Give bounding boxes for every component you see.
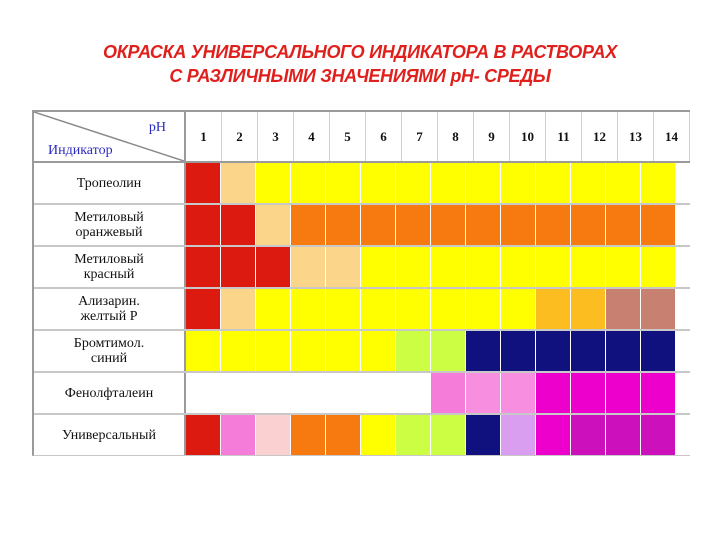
color-cell bbox=[326, 247, 361, 287]
ph-value-header: 10 bbox=[510, 112, 546, 161]
color-cell bbox=[606, 205, 641, 245]
ph-axis-label: рН bbox=[148, 120, 166, 135]
color-cell bbox=[291, 205, 326, 245]
color-cell bbox=[396, 415, 431, 455]
color-cell bbox=[641, 373, 676, 413]
color-cell bbox=[501, 205, 536, 245]
indicator-name: Метиловый оранжевый bbox=[34, 205, 186, 245]
color-cell bbox=[466, 163, 501, 203]
color-cell bbox=[361, 289, 396, 329]
color-cell bbox=[186, 205, 221, 245]
color-cell bbox=[641, 415, 676, 455]
color-cell bbox=[291, 163, 326, 203]
ph-value-header: 2 bbox=[222, 112, 258, 161]
color-cell bbox=[326, 205, 361, 245]
color-cell bbox=[256, 205, 291, 245]
color-cell bbox=[221, 331, 256, 371]
table-row bbox=[34, 163, 690, 205]
color-cell bbox=[571, 247, 606, 287]
color-cell bbox=[291, 373, 326, 413]
table-row bbox=[34, 205, 690, 247]
color-cell bbox=[256, 373, 291, 413]
color-cell bbox=[571, 205, 606, 245]
color-cell bbox=[501, 331, 536, 371]
table-header-row bbox=[34, 112, 690, 163]
color-cell bbox=[326, 289, 361, 329]
title-line-2: С РАЗЛИЧНЫМИ ЗНАЧЕНИЯМИ рН- СРЕДЫ bbox=[169, 66, 551, 86]
color-cell bbox=[291, 415, 326, 455]
color-cell bbox=[186, 331, 221, 371]
color-cell bbox=[466, 205, 501, 245]
ph-value-header: 5 bbox=[330, 112, 366, 161]
indicator-name: Бромтимол. синий bbox=[34, 331, 186, 371]
color-cell bbox=[641, 205, 676, 245]
ph-value-header: 4 bbox=[294, 112, 330, 161]
indicator-name: Фенолфталеин bbox=[34, 373, 186, 413]
color-cell bbox=[256, 415, 291, 455]
ph-value-header: 3 bbox=[258, 112, 294, 161]
indicator-axis-label: Индикатор bbox=[48, 143, 113, 158]
color-cell bbox=[431, 415, 466, 455]
color-cell bbox=[361, 247, 396, 287]
ph-value-header: 8 bbox=[438, 112, 474, 161]
color-cell bbox=[501, 373, 536, 413]
indicator-name: Универсальный bbox=[34, 415, 186, 455]
indicator-name: Метиловый красный bbox=[34, 247, 186, 287]
color-cell bbox=[396, 289, 431, 329]
color-cell bbox=[396, 163, 431, 203]
color-cell bbox=[291, 247, 326, 287]
ph-value-header: 12 bbox=[582, 112, 618, 161]
table-row bbox=[34, 415, 690, 455]
color-cell bbox=[606, 163, 641, 203]
color-cell bbox=[256, 331, 291, 371]
color-cell bbox=[431, 289, 466, 329]
color-cell bbox=[256, 289, 291, 329]
color-cell bbox=[501, 247, 536, 287]
color-cell bbox=[396, 205, 431, 245]
color-cell bbox=[466, 331, 501, 371]
color-cell bbox=[186, 415, 221, 455]
color-cell bbox=[361, 373, 396, 413]
indicator-name: Ализарин. желтый Р bbox=[34, 289, 186, 329]
color-cell bbox=[571, 373, 606, 413]
ph-value-header: 13 bbox=[618, 112, 654, 161]
color-cell bbox=[256, 163, 291, 203]
color-cell bbox=[431, 163, 466, 203]
color-cell bbox=[536, 247, 571, 287]
color-cell bbox=[326, 331, 361, 371]
color-cell bbox=[361, 205, 396, 245]
ph-value-header: 6 bbox=[366, 112, 402, 161]
color-cell bbox=[361, 331, 396, 371]
color-cell bbox=[606, 373, 641, 413]
color-cell bbox=[221, 163, 256, 203]
color-cell bbox=[221, 247, 256, 287]
color-cell bbox=[606, 247, 641, 287]
color-cell bbox=[221, 289, 256, 329]
ph-value-header: 11 bbox=[546, 112, 582, 161]
color-cell bbox=[431, 205, 466, 245]
color-cell bbox=[396, 247, 431, 287]
title-line-1: ОКРАСКА УНИВЕРСАЛЬНОГО ИНДИКАТОРА В РАСТВОРАХ bbox=[103, 42, 617, 62]
color-cell bbox=[641, 331, 676, 371]
color-cell bbox=[606, 289, 641, 329]
color-cell bbox=[431, 373, 466, 413]
ph-indicator-table bbox=[32, 110, 690, 456]
color-cell bbox=[326, 415, 361, 455]
color-cell bbox=[186, 373, 221, 413]
color-cell bbox=[291, 331, 326, 371]
table-row bbox=[34, 373, 690, 415]
page-title bbox=[60, 40, 660, 88]
ph-value-header: 7 bbox=[402, 112, 438, 161]
color-cell bbox=[221, 205, 256, 245]
color-cell bbox=[536, 205, 571, 245]
table-row bbox=[34, 289, 690, 331]
color-cell bbox=[571, 331, 606, 371]
color-cell bbox=[571, 163, 606, 203]
color-cell bbox=[186, 289, 221, 329]
table-row bbox=[34, 331, 690, 373]
color-cell bbox=[641, 247, 676, 287]
color-cell bbox=[326, 373, 361, 413]
color-cell bbox=[571, 415, 606, 455]
indicator-name: Тропеолин bbox=[34, 163, 186, 203]
color-cell bbox=[186, 163, 221, 203]
color-cell bbox=[641, 163, 676, 203]
color-cell bbox=[536, 289, 571, 329]
color-cell bbox=[466, 289, 501, 329]
ph-value-header: 9 bbox=[474, 112, 510, 161]
color-cell bbox=[361, 415, 396, 455]
color-cell bbox=[466, 247, 501, 287]
header-corner-cell bbox=[34, 112, 186, 161]
ph-value-header: 1 bbox=[186, 112, 222, 161]
ph-value-header: 14 bbox=[654, 112, 690, 161]
color-cell bbox=[606, 331, 641, 371]
color-cell bbox=[501, 289, 536, 329]
color-cell bbox=[221, 415, 256, 455]
color-cell bbox=[571, 289, 606, 329]
color-cell bbox=[221, 373, 256, 413]
color-cell bbox=[536, 163, 571, 203]
color-cell bbox=[256, 247, 291, 287]
color-cell bbox=[431, 331, 466, 371]
table-row bbox=[34, 247, 690, 289]
color-cell bbox=[536, 415, 571, 455]
color-cell bbox=[466, 373, 501, 413]
color-cell bbox=[606, 415, 641, 455]
color-cell bbox=[501, 163, 536, 203]
color-cell bbox=[431, 247, 466, 287]
color-cell bbox=[361, 163, 396, 203]
color-cell bbox=[186, 247, 221, 287]
color-cell bbox=[291, 289, 326, 329]
color-cell bbox=[396, 373, 431, 413]
color-cell bbox=[501, 415, 536, 455]
color-cell bbox=[466, 415, 501, 455]
color-cell bbox=[641, 289, 676, 329]
color-cell bbox=[536, 331, 571, 371]
color-cell bbox=[396, 331, 431, 371]
color-cell bbox=[536, 373, 571, 413]
color-cell bbox=[326, 163, 361, 203]
